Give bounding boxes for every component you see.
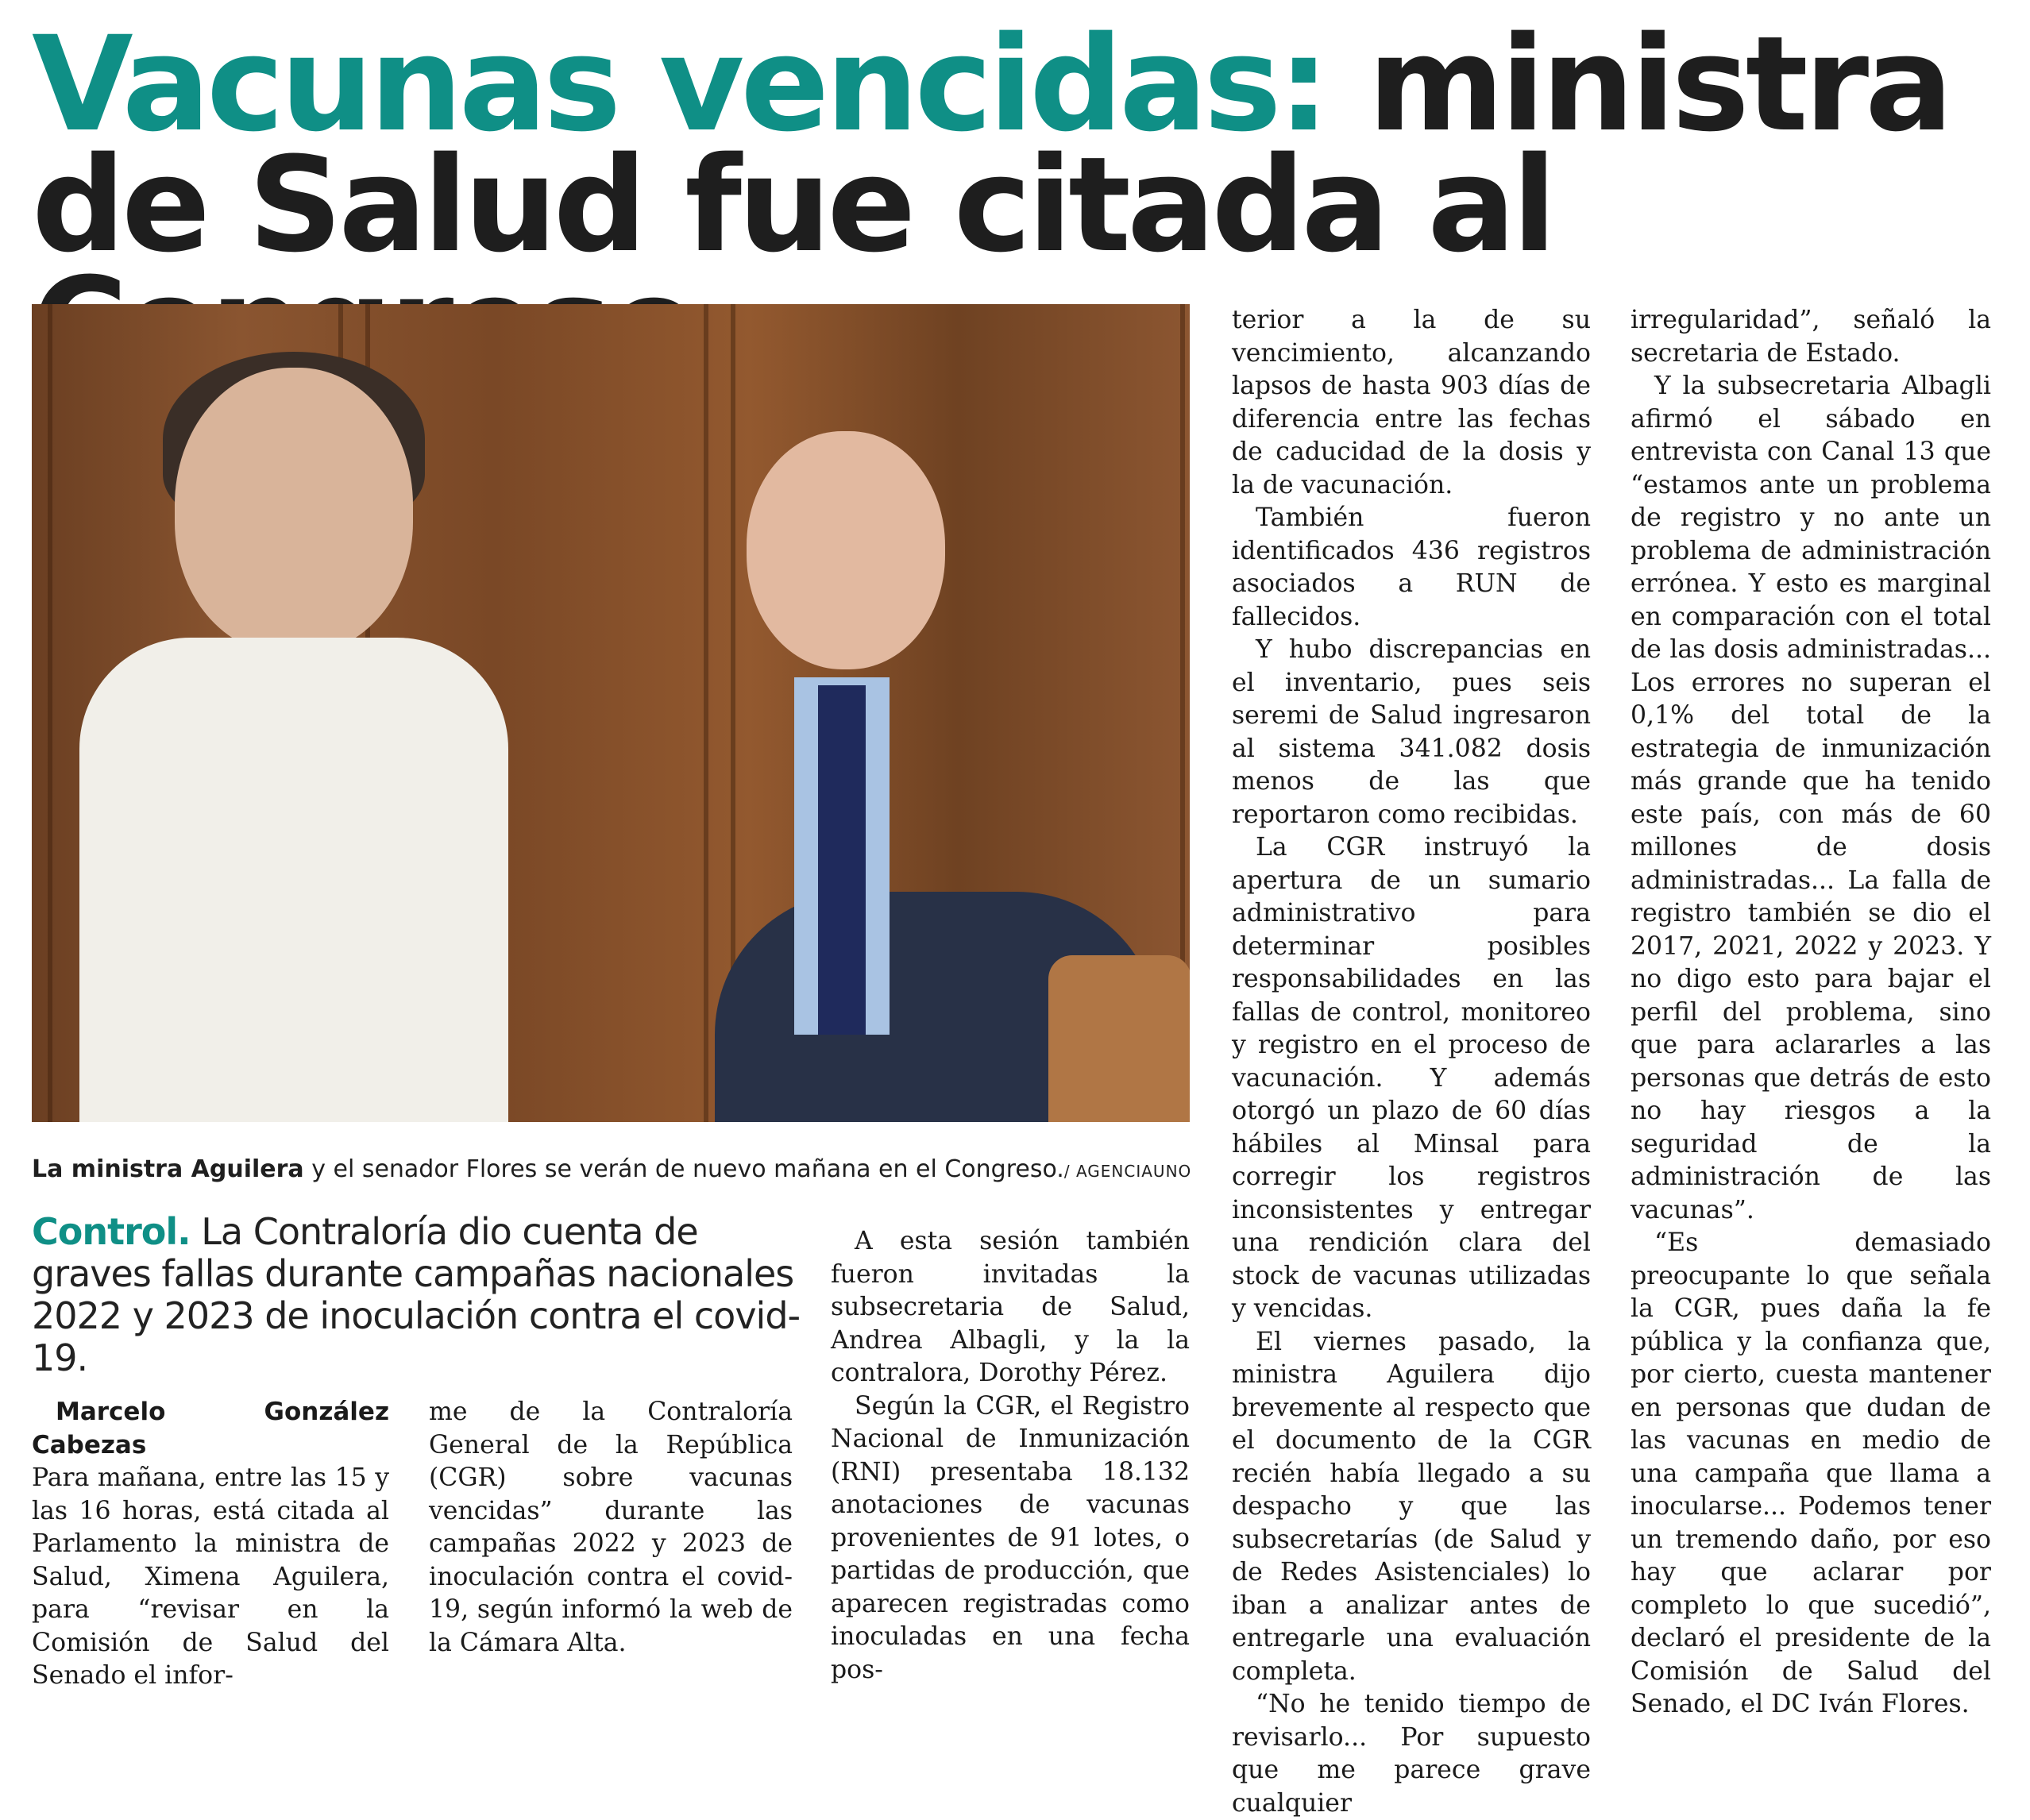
paragraph: “No he tenido tiempo de revisarlo... Por supuesto que me parece grave cualquier <box>1232 1690 1591 1818</box>
paragraph: Y hubo discrepancias en el inventario, pues seis seremi de Salud ingresaron al sistema 341.082 dosis menos de las que reportaron como recibidas. <box>1232 635 1591 829</box>
column-2 <box>429 1396 793 1660</box>
paragraph: A esta sesión también fueron invitadas la subsecretaria de Salud, Andrea Albagli, y la la contralora, Dorothy Pérez. <box>831 1227 1190 1387</box>
byline: Marcelo González Cabezas <box>32 1398 389 1459</box>
headline-accent: Vacunas vencidas: <box>32 8 1326 160</box>
column-4 <box>1232 304 1591 1820</box>
lead-text: La Contraloría dio cuenta de graves fallas durante campañas nacionales 2022 y 2023 de inoculación contra el covid-19. <box>32 1210 801 1379</box>
woman-jacket <box>79 638 508 1122</box>
paragraph: También fueron identificados 436 registros asociados a RUN de fallecidos. <box>1232 503 1591 631</box>
article-photo <box>32 304 1190 1122</box>
woman-figure <box>175 368 413 654</box>
paragraph: Para mañana, entre las 15 y las 16 horas, está citada al Parlamento la ministra de Salud, Ximena Aguilera, para “revisar en la Comisión de Salud del Senado el infor- <box>32 1463 389 1690</box>
column-5 <box>1631 304 1991 1722</box>
lead-paragraph <box>32 1211 818 1379</box>
lead-kicker: Control. <box>32 1210 191 1253</box>
photo-caption <box>32 1155 1191 1183</box>
column-3 <box>831 1225 1190 1687</box>
column-1 <box>32 1396 389 1693</box>
paragraph: El viernes pasado, la ministra Aguilera dijo brevemente al respecto que el documento de la CGR recién había llegado a su despacho y que las subsecretarías (de Salud y de Redes Asistenciales) lo iban a analizar antes de entregarle una evaluación completa. <box>1232 1327 1591 1686</box>
man-figure <box>747 431 945 669</box>
headline-rest: ministra de Salud fue citada al <box>32 8 1950 281</box>
paragraph: irregularidad”, señaló la secretaria de Estado. <box>1631 306 1991 368</box>
paragraph: terior a la de su vencimiento, alcanzando lapsos de hasta 903 días de diferencia entre las fechas de caducidad de la dosis y la de vacunación. <box>1232 306 1591 499</box>
man-tie <box>818 685 866 1035</box>
paragraph: Y la subsecretaria Albagli afirmó el sábado en entrevista con Canal 13 que “estamos ante un problema de registro y no ante un problema de administración errónea. Y esto es marginal en comparación con el total de las dosis administradas... Los errores no superan el 0,1% del total de la estrategia de inmunización más grande que ha tenido este país, con más de 60 millones de dosis administradas... La falla de registro también se dio el 2017, 2021, 2022 y 2023. Y no digo esto para bajar el perfil del problema, sino que para aclararles a las personas que detrás de esto no hay riesgos a la seguridad de la administración de las vacunas”. <box>1631 372 1991 1224</box>
photo-credit: / AGENCIAUNO <box>1063 1162 1192 1181</box>
paragraph: me de la Contraloría General de la República (CGR) sobre vacunas vencidas” durante las campañas 2022 y 2023 de inoculación contra el covid-19, según informó la web de la Cámara Alta. <box>429 1398 793 1657</box>
paragraph: “Es demasiado preocupante lo que señala la CGR, pues daña la fe pública y la confianza que, por cierto, cuesta mantener en personas que dudan de las vacunas en medio de una campaña que llama a inocularse... Podemos tener un tremendo daño, por eso hay que aclarar por completo lo que sucedió”, declaró el presidente de la Comisión de Salud del Senado, el DC Iván Flores. <box>1631 1228 1991 1718</box>
caption-text: y el senador Flores se verán de nuevo mañana en el Congreso. <box>303 1155 1064 1183</box>
caption-bold: La ministra Aguilera <box>32 1155 304 1183</box>
paragraph: Según la CGR, el Registro Nacional de Inmunización (RNI) presentaba 18.132 anotaciones de vacunas provenientes de 91 lotes, o partidas de producción, que aparecen registradas como inoculadas en una fecha pos- <box>831 1391 1190 1684</box>
chair <box>1048 955 1190 1122</box>
paragraph: La CGR instruyó la apertura de un sumario administrativo para determinar posibles responsabilidades en las fallas de control, monitoreo y registro en el proceso de vacunación. Y además otorgó un plazo de 60 días hábiles al Minsal para corregir los registros inconsistentes y entregar una rendición clara del stock de vacunas utilizadas y vencidas. <box>1232 833 1591 1323</box>
